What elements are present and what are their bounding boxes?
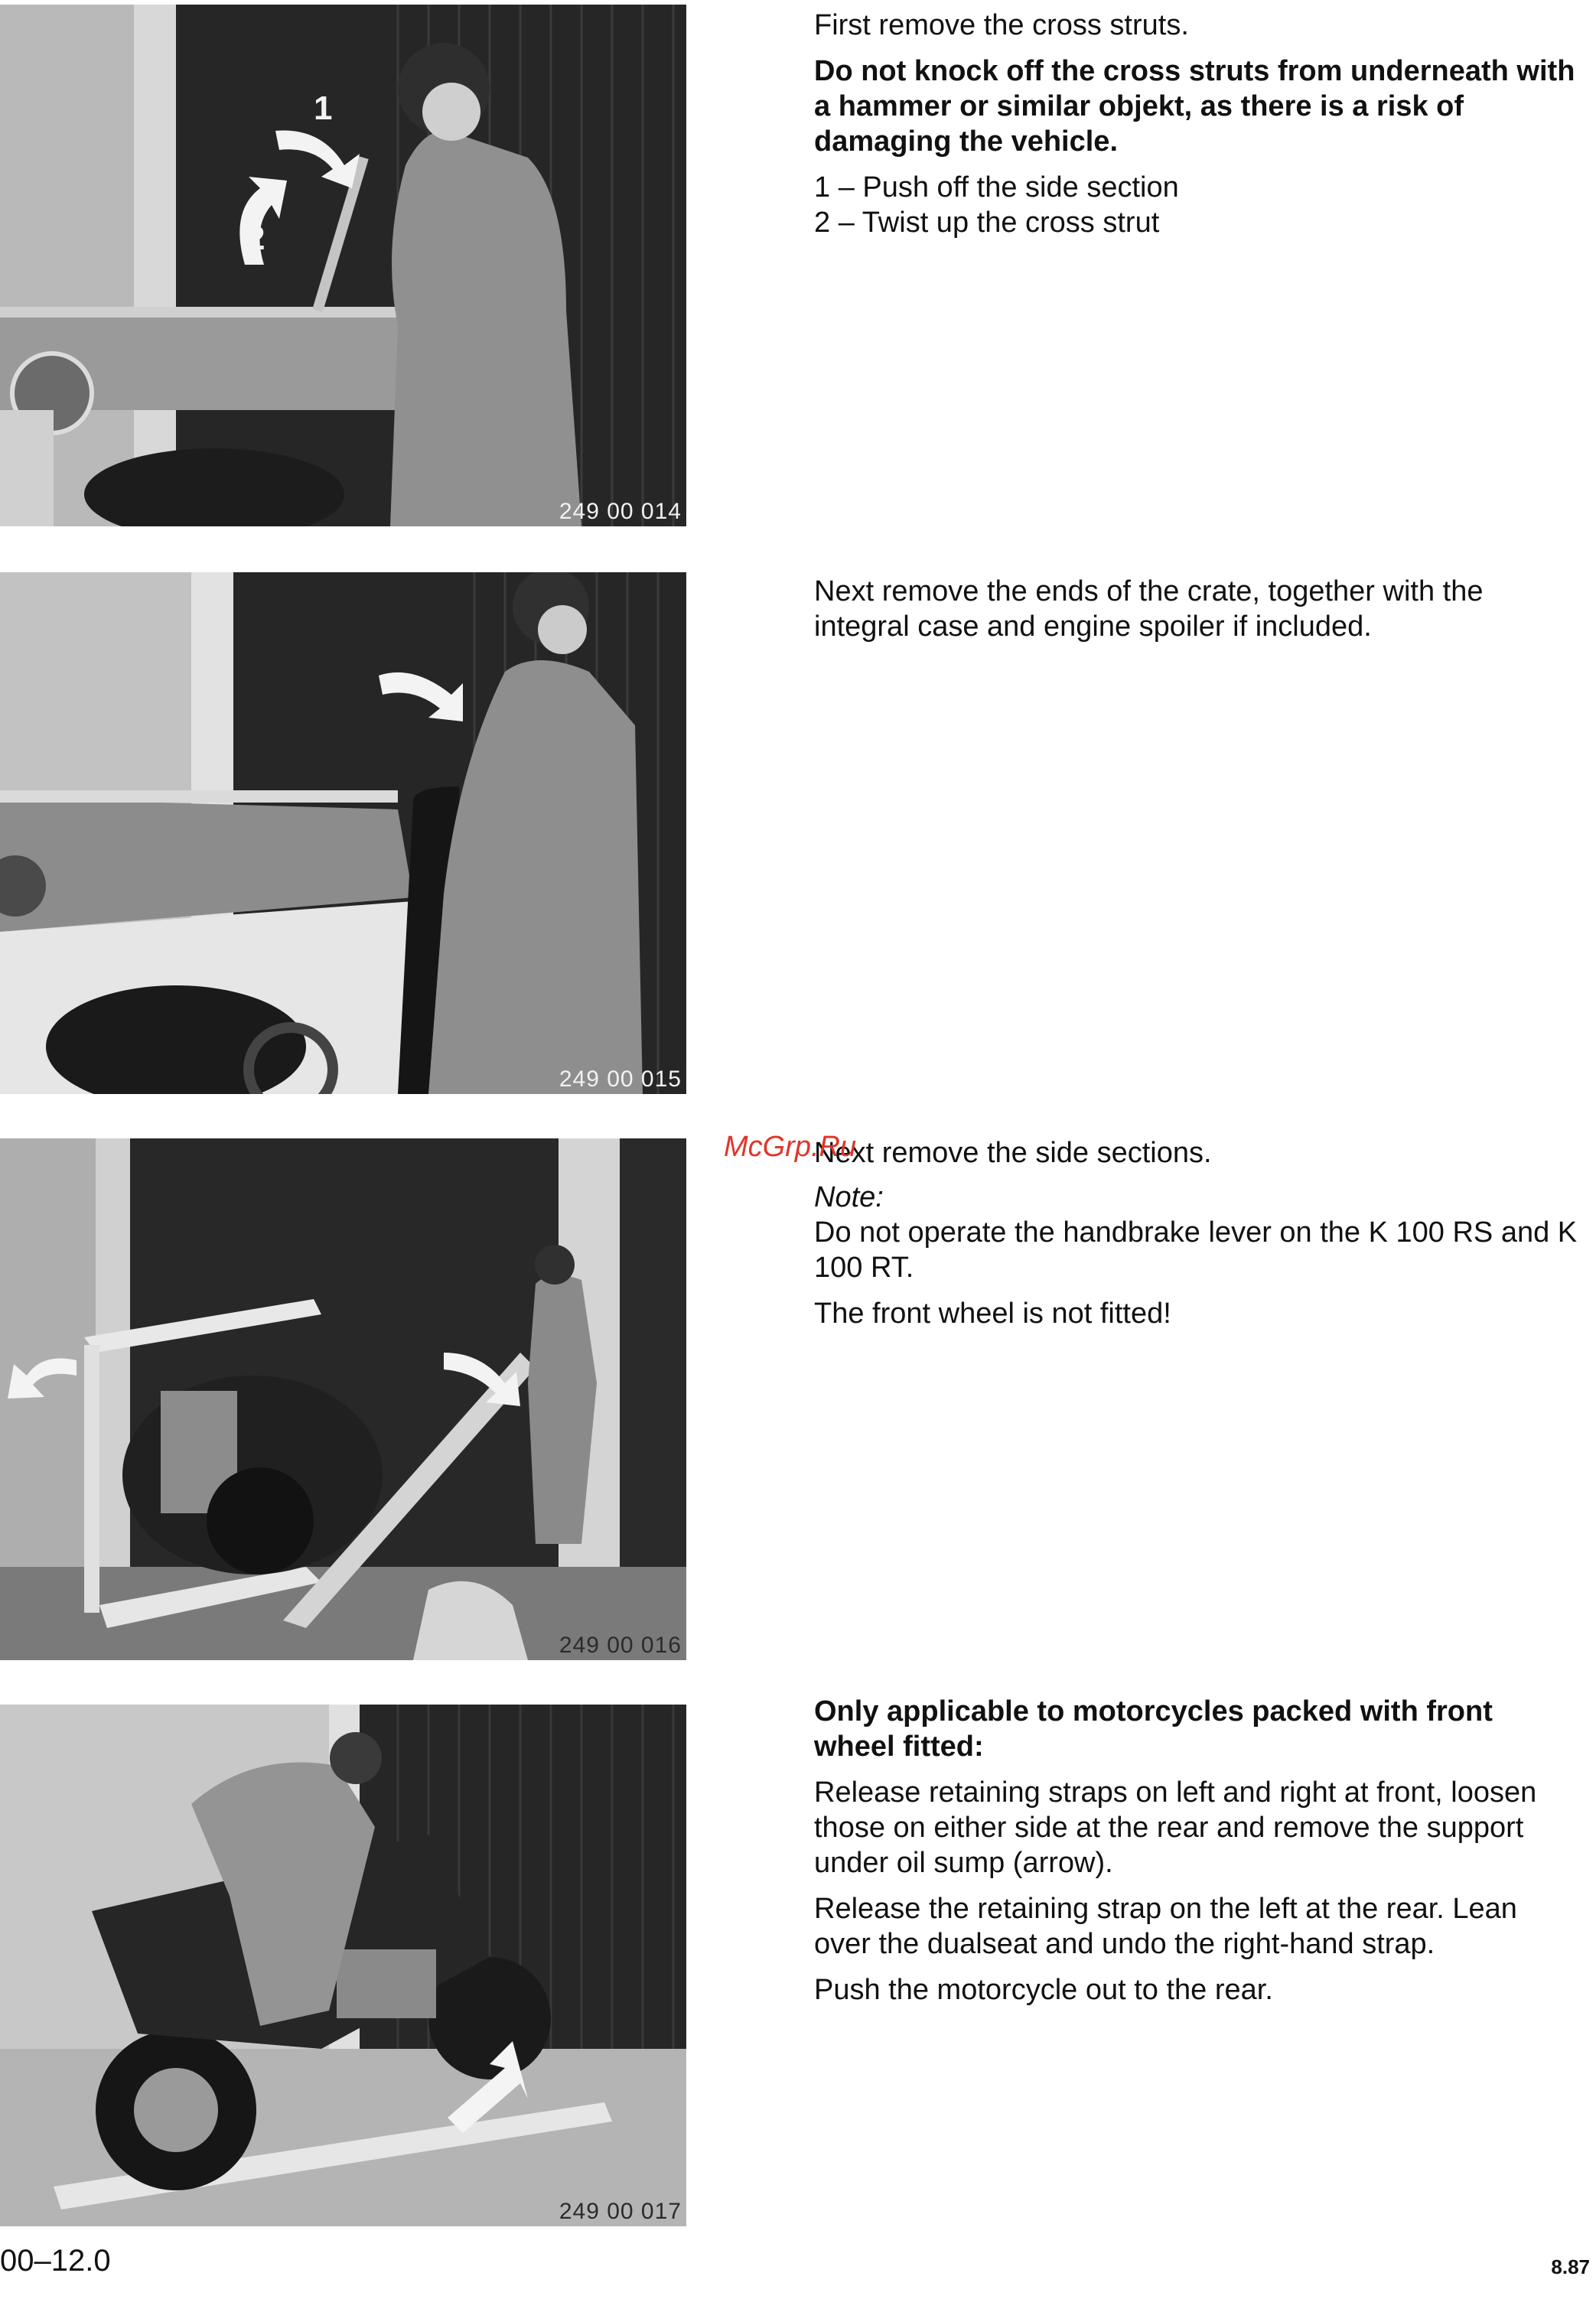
photo-crate-ends — [0, 572, 686, 1094]
page-number: 00–12.0 — [0, 2244, 111, 2278]
photo-cross-struts — [0, 5, 686, 526]
step-1: 1 – Push off the side section — [814, 171, 1179, 204]
watermark: McGrp.Ru — [724, 1131, 857, 1163]
figure-number: 249 00 016 — [559, 1633, 682, 1658]
paragraph: The front wheel is not fitted! — [814, 1298, 1171, 1330]
figure-number: 249 00 017 — [559, 2199, 682, 2224]
paragraph: Next remove the side sections. — [814, 1137, 1212, 1169]
applicability-heading: Only applicable to motorcycles packed with front wheel fitted: — [814, 1695, 1493, 1763]
date-code: 8.87 — [1551, 2255, 1590, 2278]
note-text: Do not operate the handbrake lever on the K 100 RS and K 100 RT. — [814, 1216, 1578, 1284]
paragraph: Release retaining straps on left and right at front, loosen those on either side at the rear and remove the support under oil sump (arrow). — [814, 1776, 1537, 1879]
note-label: Note: — [814, 1181, 884, 1213]
step-2: 2 – Twist up the cross strut — [814, 207, 1160, 239]
paragraph: Next remove the ends of the crate, together with the integral case and engine spoiler if included. — [814, 575, 1484, 643]
section-1-text — [814, 8, 1579, 251]
figure-number: 249 00 014 — [559, 499, 682, 524]
callout-2: 2 — [246, 220, 265, 257]
paragraph: Release the retaining strap on the left at the rear. Lean over the dualseat and undo the right-hand strap. — [814, 1893, 1517, 1960]
section-4-text — [814, 1694, 1579, 2018]
figure-number: 249 00 015 — [559, 1066, 682, 1092]
paragraph: First remove the cross struts. — [814, 9, 1189, 41]
photo-push-out-motorcycle — [0, 1705, 686, 2226]
section-2-text — [814, 574, 1579, 655]
warning-paragraph: Do not knock off the cross struts from underneath with a hammer or similar objekt, as there is a risk of damaging the vehicle. — [814, 55, 1575, 158]
photo-side-sections — [0, 1138, 686, 1660]
section-3-text — [814, 1135, 1579, 1342]
callout-1: 1 — [314, 90, 333, 127]
paragraph: Push the motorcycle out to the rear. — [814, 1974, 1273, 2006]
